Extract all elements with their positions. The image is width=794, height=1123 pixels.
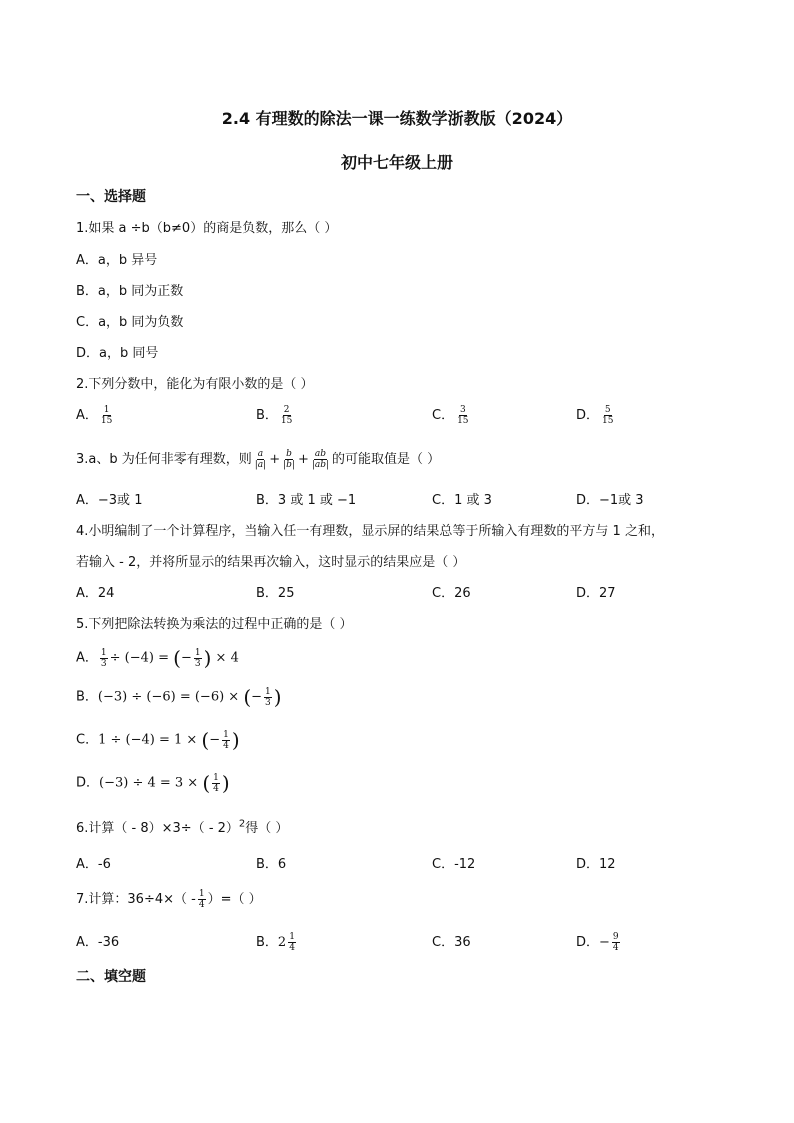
question-7-option-a: A．-36 <box>76 935 120 950</box>
numerator: 9 <box>612 932 619 942</box>
denominator: 3 <box>100 658 107 669</box>
section-heading-fill: 二、填空题 <box>76 969 146 985</box>
fraction <box>100 405 113 426</box>
fraction <box>198 889 206 910</box>
question-2-stem: 2.下列分数中，能化为有限小数的是（ ） <box>76 377 314 392</box>
question-2-option-c <box>432 404 472 426</box>
fraction <box>280 405 293 426</box>
question-4-stem-line2: 若输入 - 2，并将所显示的结果再次输入，这时显示的结果应是（ ） <box>76 555 466 570</box>
expression-text: (−3) ÷ 4 = 3 × <box>99 775 203 791</box>
left-paren: ( <box>201 728 210 752</box>
question-2-option-d <box>576 404 616 426</box>
option-label: D． <box>576 935 600 950</box>
plus-sign: + <box>297 452 309 467</box>
question-1-stem: 1.如果 a ÷b（b≠0）的商是负数，那么（ ） <box>76 221 338 236</box>
numerator: 1 <box>100 647 107 658</box>
numerator: 1 <box>213 772 219 783</box>
minus-sign: − <box>209 732 221 748</box>
option-label: B． <box>256 408 278 423</box>
numerator: 1 <box>103 405 110 415</box>
denominator: 4 <box>223 740 229 751</box>
question-3-option-c: C．1 或 3 <box>432 493 492 508</box>
exponent: 2 <box>238 818 246 830</box>
question-6-option-c: C．-12 <box>432 857 476 872</box>
question-4-option-b: B．25 <box>256 586 295 601</box>
question-1-option-a: A．a，b 异号 <box>76 253 158 268</box>
fraction <box>264 687 272 708</box>
left-paren: ( <box>173 646 181 670</box>
question-3-option-a: A．−3或 1 <box>76 493 143 508</box>
option-label: A． <box>76 408 98 423</box>
question-5-option-b <box>76 685 282 709</box>
option-label: A． <box>76 650 98 666</box>
fraction <box>212 773 220 794</box>
question-1-option-c: C．a，b 同为负数 <box>76 315 184 330</box>
question-7-option-c: C．36 <box>432 935 471 950</box>
question-6-option-d: D．12 <box>576 857 616 872</box>
question-2-option-b <box>256 404 295 426</box>
denominator: |ab| <box>311 460 330 470</box>
numerator: a <box>257 449 264 459</box>
expression-text: (−3) ÷ (−6) = (−6) × <box>97 689 244 705</box>
numerator: 2 <box>283 405 290 415</box>
fraction <box>288 932 296 953</box>
numerator: 1 <box>265 686 271 697</box>
left-paren: ( <box>202 771 211 795</box>
expression-text: × 4 <box>211 650 239 666</box>
question-6-stem <box>76 817 288 836</box>
question-4-option-a: A．24 <box>76 586 115 601</box>
denominator: 4 <box>198 900 205 910</box>
question-7-option-b <box>256 931 298 953</box>
plus-sign: + <box>269 452 281 467</box>
minus-sign: − <box>180 650 192 666</box>
numerator: ab <box>314 449 327 459</box>
question-5-stem: 5.下列把除法转换为乘法的过程中正确的是（ ） <box>76 617 353 632</box>
fraction <box>194 648 202 669</box>
question-5-option-d <box>76 771 230 795</box>
denominator: 4 <box>612 943 619 953</box>
denominator: 15 <box>457 416 469 426</box>
question-1-option-b: B．a，b 同为正数 <box>76 284 184 299</box>
denominator: 15 <box>602 416 614 426</box>
fraction <box>456 405 469 426</box>
numerator: 5 <box>604 405 611 415</box>
option-label: D． <box>576 408 600 423</box>
fraction-a-over-abs-a <box>254 449 267 470</box>
right-paren: ) <box>203 646 212 670</box>
fraction-b-over-abs-b <box>282 449 296 470</box>
denominator: 3 <box>194 658 201 669</box>
stem-text: 的可能取值是（ ） <box>332 452 441 467</box>
numerator: 1 <box>198 889 205 899</box>
right-paren: ) <box>273 685 282 709</box>
question-3-option-d: D．−1或 3 <box>576 493 644 508</box>
fraction <box>612 932 620 953</box>
question-7-stem <box>76 888 262 910</box>
document-subtitle: 初中七年级上册 <box>340 153 453 172</box>
option-label: C． <box>432 408 455 423</box>
question-6-option-a: A．-6 <box>76 857 111 872</box>
numerator: 1 <box>223 729 229 740</box>
stem-text: 3.a、b 为任何非零有理数，则 <box>76 452 252 467</box>
denominator: 15 <box>280 416 293 426</box>
numerator: 1 <box>289 932 295 942</box>
section-heading-choice: 一、选择题 <box>76 189 146 205</box>
left-paren: ( <box>243 685 252 709</box>
question-3-stem <box>76 448 440 470</box>
stem-text: 7.计算：36÷4×（ - <box>76 892 196 907</box>
minus-sign: − <box>599 935 610 950</box>
denominator: |a| <box>254 460 267 470</box>
question-1-option-d: D．a，b 同号 <box>76 346 159 361</box>
document-title: 2.4 有理数的除法一课一练数学浙教版（2024） <box>221 109 573 128</box>
fraction <box>100 648 108 669</box>
option-label: B． <box>256 935 278 950</box>
question-2-option-a <box>76 404 115 426</box>
whole-number: 2 <box>277 935 287 950</box>
denominator: 4 <box>289 943 295 953</box>
question-4-option-d: D．27 <box>576 586 616 601</box>
minus-sign: − <box>251 689 263 705</box>
question-4-stem-line1: 4.小明编制了一个计算程序，当输入任一有理数，显示屏的结果总等于所输入有理数的平方与 1 之和， <box>76 524 664 539</box>
denominator: 3 <box>265 697 271 708</box>
stem-text: 得（ ） <box>245 821 289 836</box>
numerator: 1 <box>194 647 201 658</box>
denominator: 15 <box>100 416 113 426</box>
option-label: B． <box>76 689 98 705</box>
denominator: 4 <box>213 783 219 794</box>
question-4-option-c: C．26 <box>432 586 471 601</box>
right-paren: ) <box>231 728 240 752</box>
fraction <box>222 730 230 751</box>
fraction <box>601 405 614 426</box>
question-5-option-c <box>76 728 240 752</box>
stem-text: ）=（ ） <box>207 892 262 907</box>
expression-text: ÷ (−4) = <box>109 650 174 666</box>
denominator: |b| <box>283 460 295 470</box>
question-6-option-b: B．6 <box>256 857 287 872</box>
question-5-option-a <box>76 646 239 670</box>
numerator: b <box>286 449 292 459</box>
question-7-option-d <box>576 931 622 953</box>
numerator: 3 <box>459 405 466 415</box>
fraction-ab-over-abs-ab <box>311 449 330 470</box>
stem-text: 6.计算（ - 8）×3÷（ - 2） <box>76 821 239 836</box>
question-3-option-b: B．3 或 1 或 −1 <box>256 493 357 508</box>
right-paren: ) <box>221 771 230 795</box>
expression-text: 1 ÷ (−4) = 1 × <box>98 732 202 748</box>
option-label: C． <box>76 732 99 748</box>
option-label: D． <box>76 775 100 791</box>
